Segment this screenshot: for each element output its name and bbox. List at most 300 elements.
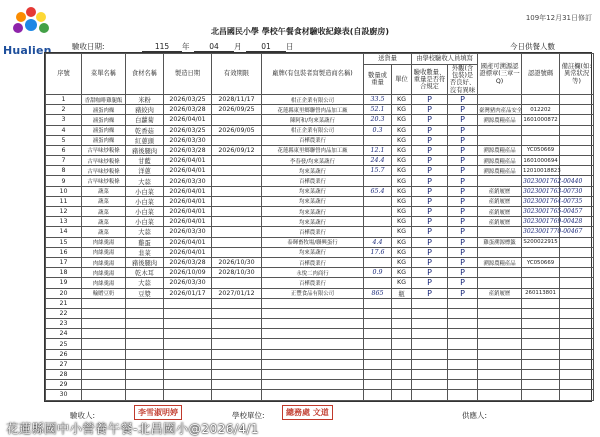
cell-exp-date xyxy=(212,319,262,329)
table-row xyxy=(46,329,594,339)
cell-unit: KG xyxy=(392,257,412,267)
cell-cert-no: YC050669 xyxy=(522,145,560,155)
cell-insp-qty: P xyxy=(412,94,448,104)
cell-remark xyxy=(560,166,594,176)
cell-cert: 溯源農糧產品 xyxy=(478,145,522,155)
table-row xyxy=(46,105,594,115)
cell-insp-qty xyxy=(412,380,448,390)
cell-insp-qty xyxy=(412,329,448,339)
cell-qty: 20.3 xyxy=(364,115,392,125)
cell-insp-qty: P xyxy=(412,105,448,115)
cell-cert-no xyxy=(522,268,560,278)
cell-dish: 古早味炒粄條 xyxy=(82,166,126,176)
cell-mfg-date: 2026/03/28 xyxy=(164,257,212,267)
cell-vendor: 均來菜蔬行 xyxy=(262,186,364,196)
cell-remark xyxy=(560,339,594,349)
cell-seq: 13 xyxy=(46,217,82,227)
cell-qty: 15.7 xyxy=(364,166,392,176)
cell-insp-qty xyxy=(412,349,448,359)
cell-dish: 古早味炒粄條 xyxy=(82,176,126,186)
table-row xyxy=(46,268,594,278)
cell-vendor xyxy=(262,298,364,308)
cell-seq: 16 xyxy=(46,247,82,257)
cell-ingredient xyxy=(126,308,164,318)
cell-dish xyxy=(82,308,126,318)
cell-insp-appearance: P xyxy=(448,207,478,217)
cell-seq: 24 xyxy=(46,329,82,339)
cell-remark xyxy=(560,288,594,298)
cell-unit xyxy=(392,390,412,400)
cell-qty xyxy=(364,349,392,359)
header-qty: 數量或重量 xyxy=(364,65,392,95)
cell-remark xyxy=(560,370,594,380)
cell-cert-no xyxy=(522,135,560,145)
cell-remark xyxy=(560,380,594,390)
cell-insp-appearance: P xyxy=(448,105,478,115)
watermark: 花蓮縣國中小營養午餐-北昌國小@2026/4/1 xyxy=(6,421,259,436)
cell-qty xyxy=(364,135,392,145)
cell-unit xyxy=(392,308,412,318)
cell-seq: 7 xyxy=(46,156,82,166)
cell-ingredient: 豆漿 xyxy=(126,288,164,298)
cell-insp-appearance xyxy=(448,359,478,369)
cell-cert xyxy=(478,380,522,390)
cell-insp-qty: P xyxy=(412,186,448,196)
cell-dish xyxy=(82,339,126,349)
cell-insp-qty: P xyxy=(412,247,448,257)
cell-cert xyxy=(478,308,522,318)
cell-insp-qty xyxy=(412,319,448,329)
cell-cert xyxy=(478,268,522,278)
logo-text: Hualien xyxy=(3,44,52,57)
cell-unit: KG xyxy=(392,105,412,115)
cell-ingredient xyxy=(126,298,164,308)
cell-seq: 22 xyxy=(46,308,82,318)
cell-remark xyxy=(560,125,594,135)
cell-mfg-date: 2026/04/01 xyxy=(164,237,212,247)
school-unit-label: 學校單位: xyxy=(232,411,265,420)
table-row xyxy=(46,156,594,166)
cell-mfg-date: 2026/03/30 xyxy=(164,278,212,288)
cell-qty xyxy=(364,217,392,227)
cell-seq: 25 xyxy=(46,339,82,349)
cell-cert-no xyxy=(522,319,560,329)
cell-unit xyxy=(392,298,412,308)
cell-seq: 5 xyxy=(46,135,82,145)
cell-insp-qty xyxy=(412,370,448,380)
inspector-stamp: 李雪淑明婷 xyxy=(134,405,182,420)
header-exp-date: 有效期限 xyxy=(212,54,262,95)
cell-insp-qty xyxy=(412,359,448,369)
cell-unit xyxy=(392,329,412,339)
cell-qty xyxy=(364,339,392,349)
cell-cert-no xyxy=(522,390,560,400)
cell-remark xyxy=(560,329,594,339)
cell-unit: KG xyxy=(392,156,412,166)
cell-dish: 蔬菜 xyxy=(82,227,126,237)
cell-exp-date xyxy=(212,308,262,318)
cell-exp-date xyxy=(212,349,262,359)
cell-ingredient: 米粉 xyxy=(126,94,164,104)
table-row xyxy=(46,227,594,237)
table-row xyxy=(46,176,594,186)
cell-mfg-date: 2026/03/30 xyxy=(164,135,212,145)
cell-insp-qty: P xyxy=(412,237,448,247)
cell-mfg-date: 2026/04/01 xyxy=(164,247,212,257)
cell-seq: 8 xyxy=(46,166,82,176)
cell-dish: 輸贈豆奶 xyxy=(82,288,126,298)
cell-seq: 15 xyxy=(46,237,82,247)
cell-cert: 產銷履歷 xyxy=(478,288,522,298)
cell-cert xyxy=(478,278,522,288)
cell-cert-no: 3023001769-00428 xyxy=(523,218,583,226)
cell-remark xyxy=(560,298,594,308)
table-row xyxy=(46,339,594,349)
cell-mfg-date xyxy=(164,339,212,349)
cell-remark xyxy=(560,135,594,145)
cell-remark xyxy=(560,349,594,359)
cell-mfg-date: 2026/04/01 xyxy=(164,115,212,125)
cell-remark xyxy=(560,278,594,288)
cell-ingredient xyxy=(126,329,164,339)
cell-dish xyxy=(82,349,126,359)
cell-ingredient xyxy=(126,380,164,390)
month-unit: 月 xyxy=(234,42,242,51)
table-row xyxy=(46,237,594,247)
cell-ingredient: 小白菜 xyxy=(126,196,164,206)
cell-insp-qty: P xyxy=(412,125,448,135)
cell-cert-no: 3023001762-00440 xyxy=(523,177,583,185)
cell-insp-appearance: P xyxy=(448,278,478,288)
cell-mfg-date: 2026/04/01 xyxy=(164,217,212,227)
inspection-date-label: 驗收日期: xyxy=(72,42,105,51)
cell-unit: KG xyxy=(392,217,412,227)
cell-insp-appearance xyxy=(448,329,478,339)
cell-seq: 10 xyxy=(46,186,82,196)
cell-remark xyxy=(560,257,594,267)
cell-dish: 滷蛋肉燥 xyxy=(82,105,126,115)
cell-insp-appearance xyxy=(448,339,478,349)
cell-seq: 20 xyxy=(46,288,82,298)
cell-dish: 古早味炒粄條 xyxy=(82,145,126,155)
cell-dish xyxy=(82,329,126,339)
table-row xyxy=(46,319,594,329)
cell-qty xyxy=(364,390,392,400)
cell-seq: 23 xyxy=(46,319,82,329)
table-row xyxy=(46,217,594,227)
header-seq: 序號 xyxy=(46,54,82,95)
cell-mfg-date xyxy=(164,329,212,339)
cell-insp-appearance: P xyxy=(448,94,478,104)
cell-cert-no: S200022915 xyxy=(522,237,560,247)
cell-qty xyxy=(364,207,392,217)
cell-mfg-date: 2026/03/30 xyxy=(164,176,212,186)
cell-exp-date xyxy=(212,135,262,145)
cell-cert: 產銷履歷 xyxy=(478,207,522,217)
cell-dish xyxy=(82,298,126,308)
table-row xyxy=(46,349,594,359)
cell-ingredient: 豬後腿肉 xyxy=(126,257,164,267)
cell-insp-qty: P xyxy=(412,207,448,217)
cell-qty xyxy=(364,298,392,308)
cell-unit: KG xyxy=(392,115,412,125)
cell-seq: 11 xyxy=(46,196,82,206)
cell-cert xyxy=(478,247,522,257)
cell-ingredient: 洋蔥 xyxy=(126,166,164,176)
cell-insp-qty xyxy=(412,339,448,349)
day-unit: 日 xyxy=(286,42,294,51)
table-row xyxy=(46,288,594,298)
table-row xyxy=(46,94,594,104)
cell-seq: 12 xyxy=(46,207,82,217)
table-row xyxy=(46,166,594,176)
cell-remark xyxy=(560,390,594,400)
cell-vendor xyxy=(262,329,364,339)
header-cert-no: 認證號碼 xyxy=(522,54,560,95)
cell-vendor: 均來菜蔬行 xyxy=(262,196,364,206)
cell-vendor xyxy=(262,349,364,359)
cell-vendor: 百樺農業行 xyxy=(262,176,364,186)
revision-date: 109年12月31日修訂 xyxy=(525,14,592,22)
cell-cert xyxy=(478,319,522,329)
cell-ingredient: 大蒜 xyxy=(126,176,164,186)
cell-qty xyxy=(364,227,392,237)
cell-seq: 30 xyxy=(46,390,82,400)
cell-cert-no xyxy=(522,380,560,390)
cell-cert-no: 1601000872 xyxy=(522,115,560,125)
cell-cert xyxy=(478,339,522,349)
cell-qty: 17.6 xyxy=(364,247,392,257)
cell-mfg-date xyxy=(164,370,212,380)
cell-ingredient: 小白菜 xyxy=(126,207,164,217)
table-row xyxy=(46,145,594,155)
supplier-label: 供應人: xyxy=(462,411,488,420)
cell-vendor xyxy=(262,380,364,390)
cell-insp-appearance: P xyxy=(448,288,478,298)
cell-ingredient: 白蘿蔔 xyxy=(126,115,164,125)
cell-seq: 6 xyxy=(46,145,82,155)
cell-qty: 12.1 xyxy=(364,145,392,155)
cell-dish xyxy=(82,359,126,369)
cell-cert xyxy=(478,390,522,400)
cell-dish: 肉絲羹湯 xyxy=(82,247,126,257)
cell-ingredient: 甘藍 xyxy=(126,156,164,166)
cell-exp-date: 2026/09/05 xyxy=(212,125,262,135)
cell-vendor xyxy=(262,308,364,318)
cell-vendor: 花蓮縣東里鄉聯營肉品加工廠 xyxy=(262,105,364,115)
cell-cert: 產銷履歷 xyxy=(478,196,522,206)
cell-vendor xyxy=(262,319,364,329)
cell-remark xyxy=(560,308,594,318)
cell-exp-date xyxy=(212,359,262,369)
cell-dish: 蔬菜 xyxy=(82,217,126,227)
cell-remark xyxy=(560,145,594,155)
cell-vendor: 柑正企業有限公司 xyxy=(262,94,364,104)
cell-cert xyxy=(478,329,522,339)
cell-ingredient xyxy=(126,390,164,400)
cell-exp-date xyxy=(212,115,262,125)
cell-cert xyxy=(478,125,522,135)
cell-dish: 肉絲羹湯 xyxy=(82,237,126,247)
cell-exp-date xyxy=(212,207,262,217)
cell-insp-qty: P xyxy=(412,196,448,206)
cell-cert-no: 012202 xyxy=(522,105,560,115)
header-remark: 備註欄(如:異常狀況等) xyxy=(560,54,594,95)
cell-insp-appearance xyxy=(448,380,478,390)
cell-qty xyxy=(364,319,392,329)
cell-seq: 28 xyxy=(46,370,82,380)
cell-vendor: 泰暉畜牧場/聯興蛋行 xyxy=(262,237,364,247)
cell-unit: KG xyxy=(392,166,412,176)
cell-insp-appearance: P xyxy=(448,166,478,176)
cell-insp-qty: P xyxy=(412,257,448,267)
cell-vendor: 均來菜蔬行 xyxy=(262,207,364,217)
cell-exp-date xyxy=(212,217,262,227)
cell-ingredient xyxy=(126,319,164,329)
cell-insp-appearance: P xyxy=(448,176,478,186)
cell-qty xyxy=(364,359,392,369)
cell-seq: 2 xyxy=(46,105,82,115)
cell-mfg-date: 2026/04/01 xyxy=(164,166,212,176)
month-value: 04 xyxy=(194,42,234,52)
cell-cert-no xyxy=(522,278,560,288)
cell-ingredient: 小白菜 xyxy=(126,186,164,196)
table-row xyxy=(46,298,594,308)
cell-insp-qty: P xyxy=(412,176,448,186)
cell-insp-qty: P xyxy=(412,156,448,166)
cell-cert-no: 1601000694 xyxy=(522,156,560,166)
header-ingredient: 食材名稱 xyxy=(126,54,164,95)
cell-cert-no xyxy=(522,247,560,257)
cell-insp-appearance: P xyxy=(448,237,478,247)
header-mfg-date: 製造日期 xyxy=(164,54,212,95)
cell-mfg-date xyxy=(164,319,212,329)
cell-ingredient: 雞蛋 xyxy=(126,237,164,247)
cell-qty xyxy=(364,196,392,206)
cell-unit xyxy=(392,339,412,349)
cell-cert-no xyxy=(522,329,560,339)
header-inspection: 由學校驗收人員填寫 xyxy=(412,54,478,65)
cell-insp-qty: P xyxy=(412,227,448,237)
cell-exp-date xyxy=(212,329,262,339)
cell-cert xyxy=(478,176,522,186)
cell-ingredient: 大蒜 xyxy=(126,278,164,288)
cell-seq: 26 xyxy=(46,349,82,359)
cell-vendor: 花蓮縣東里鄉聯營肉品加工廠 xyxy=(262,145,364,155)
cell-mfg-date xyxy=(164,380,212,390)
cell-exp-date xyxy=(212,370,262,380)
cell-seq: 9 xyxy=(46,176,82,186)
cell-exp-date xyxy=(212,298,262,308)
cell-insp-appearance: P xyxy=(448,196,478,206)
cell-insp-qty: P xyxy=(412,166,448,176)
cell-insp-appearance: P xyxy=(448,125,478,135)
table-row xyxy=(46,186,594,196)
school-unit-stamp: 總務處 文道 xyxy=(282,405,333,420)
cell-exp-date xyxy=(212,390,262,400)
cell-insp-appearance: P xyxy=(448,217,478,227)
cell-ingredient: 韭菜 xyxy=(126,247,164,257)
cell-cert xyxy=(478,94,522,104)
cell-vendor: 李春發/均來菜蔬行 xyxy=(262,156,364,166)
cell-remark xyxy=(560,237,594,247)
cell-unit: KG xyxy=(392,196,412,206)
cell-remark xyxy=(560,94,594,104)
cell-cert-no xyxy=(522,94,560,104)
cell-cert-no: 12010018823 xyxy=(522,166,560,176)
cell-seq: 3 xyxy=(46,115,82,125)
cell-dish: 滷蛋肉燥 xyxy=(82,135,126,145)
cell-mfg-date xyxy=(164,308,212,318)
table-row xyxy=(46,257,594,267)
inspector-label: 驗收人: xyxy=(70,411,96,420)
cell-unit: KG xyxy=(392,186,412,196)
cell-mfg-date xyxy=(164,390,212,400)
cell-vendor xyxy=(262,339,364,349)
cell-qty xyxy=(364,278,392,288)
cell-vendor: 百樺農業行 xyxy=(262,278,364,288)
cell-cert: 溯源農糧產品 xyxy=(478,166,522,176)
cell-cert: 雞蛋溯源標籤 xyxy=(478,237,522,247)
cell-dish xyxy=(82,370,126,380)
cell-unit xyxy=(392,359,412,369)
cell-seq: 17 xyxy=(46,257,82,267)
cell-mfg-date: 2026/03/25 xyxy=(164,94,212,104)
cell-cert: 產銷履歷 xyxy=(478,186,522,196)
table-row xyxy=(46,380,594,390)
cell-unit: KG xyxy=(392,227,412,237)
cell-ingredient xyxy=(126,359,164,369)
cell-vendor: 永悅二肉商行 xyxy=(262,268,364,278)
cell-vendor: 柑正企業有限公司 xyxy=(262,125,364,135)
cell-insp-qty xyxy=(412,390,448,400)
cell-insp-appearance: P xyxy=(448,186,478,196)
cell-cert xyxy=(478,135,522,145)
cell-dish: 肉絲羹湯 xyxy=(82,278,126,288)
cell-dish: 肉絲羹湯 xyxy=(82,268,126,278)
cell-cert-no: YC050669 xyxy=(522,257,560,267)
cell-dish: 肉絲羹湯 xyxy=(82,257,126,267)
cell-ingredient: 小白菜 xyxy=(126,217,164,227)
cell-ingredient: 乾香菇 xyxy=(126,125,164,135)
cell-dish: 蔬菜 xyxy=(82,196,126,206)
cell-dish xyxy=(82,319,126,329)
cell-cert: 溯源農糧產品 xyxy=(478,257,522,267)
cell-cert: 溯源農糧產品 xyxy=(478,156,522,166)
cell-cert-no: 3023001764-00735 xyxy=(523,197,583,205)
cell-vendor xyxy=(262,390,364,400)
cell-seq: 19 xyxy=(46,278,82,288)
cell-vendor: 陳阿和/均來菜蔬行 xyxy=(262,115,364,125)
cell-vendor: 均來菜蔬行 xyxy=(262,166,364,176)
cell-exp-date xyxy=(212,186,262,196)
cell-mfg-date: 2026/04/01 xyxy=(164,196,212,206)
cell-insp-appearance xyxy=(448,349,478,359)
cell-cert-no xyxy=(522,339,560,349)
cell-remark xyxy=(560,105,594,115)
table-row xyxy=(46,207,594,217)
cell-vendor: 正豐食品有限公司 xyxy=(262,288,364,298)
cell-cert: 溯源農糧產品 xyxy=(478,115,522,125)
cell-mfg-date xyxy=(164,359,212,369)
cell-remark xyxy=(560,247,594,257)
cell-qty: 865 xyxy=(364,288,392,298)
cell-mfg-date: 2026/04/01 xyxy=(164,186,212,196)
cell-exp-date xyxy=(212,339,262,349)
header-dish: 菜單名稱 xyxy=(82,54,126,95)
cell-remark xyxy=(560,268,594,278)
cell-cert: 臺灣豬肉產品安全 xyxy=(478,105,522,115)
